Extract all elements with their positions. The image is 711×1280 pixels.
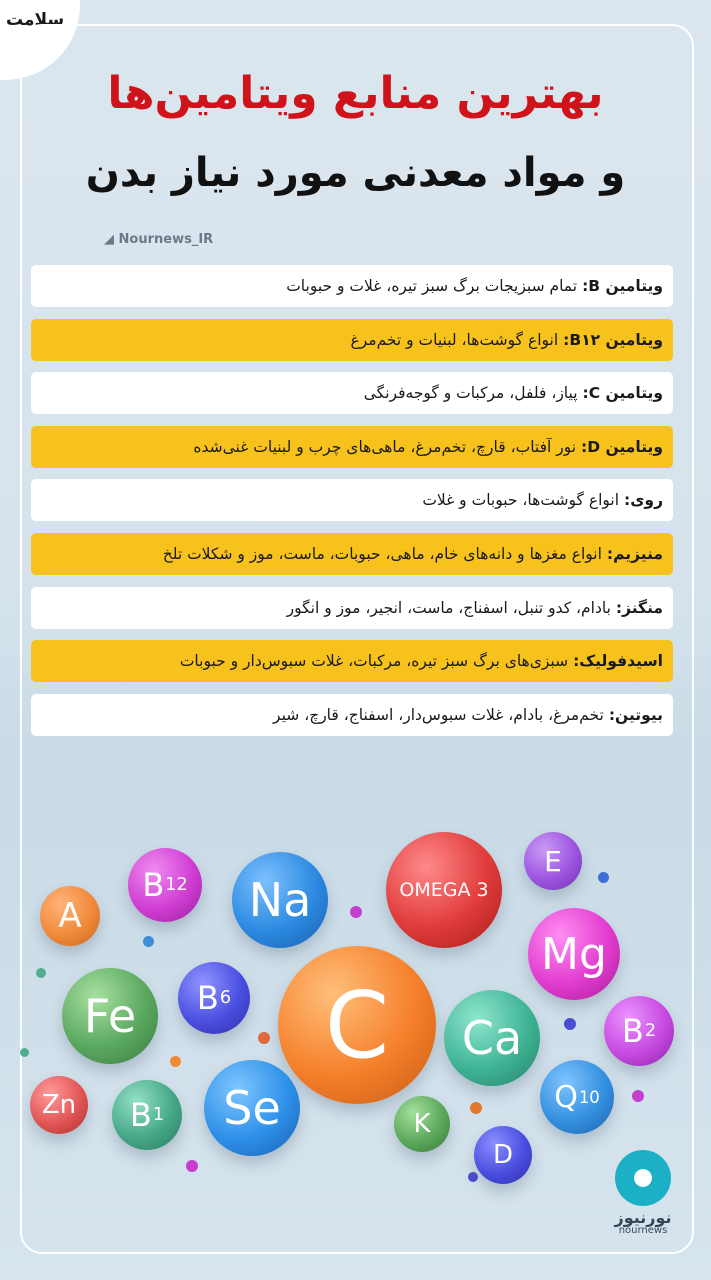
nournews-logo bbox=[608, 1150, 678, 1236]
row-label: منگنز: bbox=[615, 598, 663, 617]
bubble-label: Q bbox=[554, 1079, 578, 1115]
bubble-label: B bbox=[196, 979, 219, 1017]
row-label: ویتامین D: bbox=[581, 437, 663, 456]
decor-dot bbox=[598, 872, 609, 883]
bubble-subscript: 1 bbox=[152, 1105, 165, 1125]
decor-dot bbox=[143, 936, 154, 947]
row-label: ویتامین C: bbox=[582, 384, 663, 403]
bubble-label: Ca bbox=[461, 1011, 523, 1065]
bubble-label: E bbox=[544, 844, 562, 878]
decor-dot bbox=[468, 1172, 478, 1182]
bubble-label: Fe bbox=[83, 989, 137, 1043]
decor-dot bbox=[186, 1160, 198, 1172]
row-text: تخم‌مرغ، بادام، غلات سبوس‌دار، اسفناج، قارچ، شیر bbox=[273, 705, 604, 724]
row-vitamin-b bbox=[31, 265, 673, 307]
logo-en: nournews bbox=[618, 1225, 668, 1236]
bubble-label: Mg bbox=[541, 928, 607, 980]
decor-dot bbox=[470, 1102, 482, 1114]
row-label: اسیدفولیک: bbox=[573, 652, 663, 671]
row-text: انواع مغزها و دانه‌های خام، ماهی، حبوبات، ماست، موز و شکلات تلخ bbox=[162, 544, 602, 563]
row-text: انواع گوشت‌ها، لبنیات و تخم‌مرغ bbox=[350, 330, 559, 349]
telegram-handle: ◢ Nournews_IR bbox=[104, 232, 214, 247]
iron-bubble bbox=[62, 968, 158, 1064]
vitamin-b1-bubble bbox=[112, 1080, 182, 1150]
row-label: ویتامین B۱۲: bbox=[563, 330, 663, 349]
row-text: تمام سبزیجات برگ سبز تیره، غلات و حبوبات bbox=[286, 277, 578, 295]
nutrient-bubbles-illustration bbox=[0, 820, 711, 1280]
vitamin-a-bubble bbox=[40, 886, 100, 946]
vitamin-c-bubble bbox=[278, 946, 436, 1104]
headline-black: و مواد معدنی مورد نیاز بدن bbox=[85, 150, 626, 196]
bubble-subscript: 2 bbox=[644, 1021, 657, 1041]
vitamin-b2-bubble bbox=[604, 996, 674, 1066]
row-label: ویتامین B: bbox=[582, 277, 663, 295]
row-label: منیزیم: bbox=[606, 544, 663, 563]
row-biotin bbox=[31, 694, 673, 736]
decor-dot bbox=[170, 1056, 181, 1067]
row-text: انواع گوشت‌ها، حبوبات و غلات bbox=[422, 491, 620, 510]
row-vitamin-d bbox=[31, 426, 673, 468]
row-manganese bbox=[31, 587, 673, 629]
decor-dot bbox=[20, 1048, 29, 1057]
bubble-label: Zn bbox=[41, 1090, 77, 1120]
bubble-label: B bbox=[142, 866, 165, 904]
headline-red: بهترین منابع ویتامین‌ها bbox=[107, 68, 604, 119]
row-folic-acid bbox=[31, 640, 673, 682]
bubble-label: K bbox=[413, 1109, 431, 1139]
vitamin-e-bubble bbox=[524, 832, 582, 890]
vitamin-d-bubble bbox=[474, 1126, 532, 1184]
decor-dot bbox=[632, 1090, 644, 1102]
row-vitamin-b12 bbox=[31, 319, 673, 361]
nutrient-sources-list bbox=[31, 265, 673, 747]
row-text: پیاز، فلفل، مرکبات و گوجه‌فرنگی bbox=[363, 384, 578, 403]
bubble-label: C bbox=[324, 971, 390, 1079]
bubble-label: OMEGA 3 bbox=[399, 879, 489, 901]
row-magnesium bbox=[31, 533, 673, 575]
bubble-label: B bbox=[129, 1096, 152, 1134]
vitamin-b12-bubble bbox=[128, 848, 202, 922]
row-vitamin-c bbox=[31, 372, 673, 414]
zinc-bubble bbox=[30, 1076, 88, 1134]
bubble-subscript: 10 bbox=[578, 1087, 600, 1107]
bubble-label: Na bbox=[248, 873, 312, 927]
decor-dot bbox=[36, 968, 46, 978]
bubble-label: B bbox=[621, 1012, 644, 1050]
row-text: سبزی‌های برگ سبز تیره، مرکبات، غلات سبوس‌دار و حبوبات bbox=[179, 652, 569, 671]
bubble-label: A bbox=[58, 896, 82, 936]
row-label: بیوتین: bbox=[608, 705, 663, 724]
calcium-bubble bbox=[444, 990, 540, 1086]
row-text: بادام، کدو تنبل، اسفناج، ماست، انجیر، موز و انگور bbox=[286, 598, 611, 617]
omega3-bubble bbox=[386, 832, 502, 948]
bubble-subscript: 12 bbox=[165, 875, 188, 895]
vitamin-k-bubble bbox=[394, 1096, 450, 1152]
decor-dot bbox=[564, 1018, 576, 1030]
bubble-subscript: 6 bbox=[219, 988, 232, 1008]
decor-dot bbox=[258, 1032, 270, 1044]
coq10-bubble bbox=[540, 1060, 614, 1134]
decor-dot bbox=[350, 906, 362, 918]
section-label: سلامت bbox=[6, 10, 65, 30]
bubble-label: D bbox=[492, 1140, 514, 1170]
bubble-label: Se bbox=[223, 1081, 281, 1135]
logo-mark-icon bbox=[615, 1150, 671, 1206]
selenium-bubble bbox=[204, 1060, 300, 1156]
logo-fa: نورنیوز bbox=[614, 1208, 672, 1227]
sodium-bubble bbox=[232, 852, 328, 948]
magnesium-bubble bbox=[528, 908, 620, 1000]
row-text: نور آفتاب، قارچ، تخم‌مرغ، ماهی‌های چرب و لبنیات غنی‌شده bbox=[193, 437, 577, 456]
vitamin-b6-bubble bbox=[178, 962, 250, 1034]
row-label: روی: bbox=[624, 491, 663, 510]
row-zinc bbox=[31, 479, 673, 521]
